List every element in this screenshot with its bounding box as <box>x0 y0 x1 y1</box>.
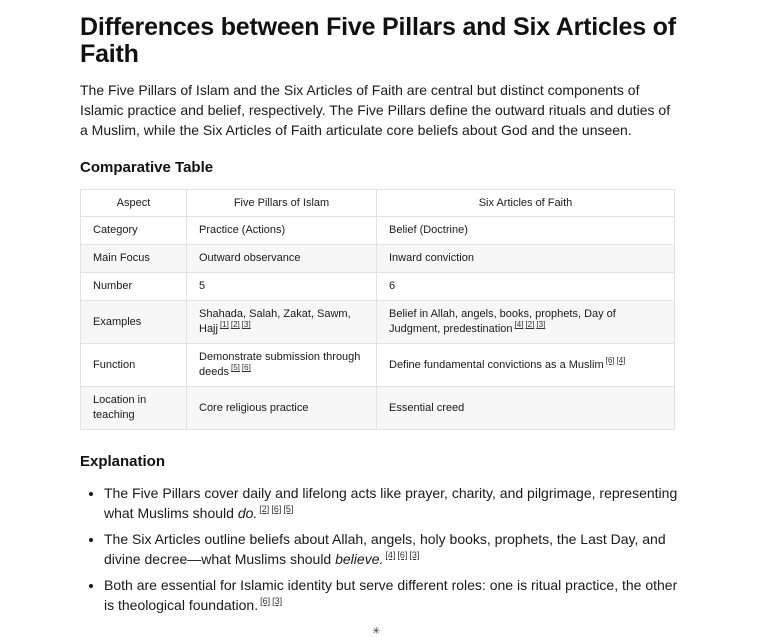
citation-link[interactable]: [4] <box>616 355 626 365</box>
header-five-pillars: Five Pillars of Islam <box>187 190 377 217</box>
list-item-text: The Five Pillars cover daily and lifelong acts like prayer, charity, and pilgrimage, representing what Muslims should <box>104 485 678 521</box>
cell-aspect <box>81 245 187 273</box>
cell-aspect <box>81 387 187 430</box>
table-row <box>81 301 675 344</box>
citation-link[interactable]: [5] <box>230 363 240 373</box>
cell-five-pillars-text: Outward observance <box>199 252 301 264</box>
table-header-row <box>81 190 675 217</box>
table-row <box>81 387 675 430</box>
cell-six-articles-text: Define fundamental convictions as a Muslim <box>389 358 604 371</box>
cell-six-articles <box>377 344 675 387</box>
citation-link[interactable]: [3] <box>241 320 251 330</box>
cell-five-pillars-text: Demonstrate submission through deeds <box>199 351 361 378</box>
citation-link[interactable]: [4] <box>385 550 396 561</box>
list-item <box>104 575 680 615</box>
cell-aspect-text: Function <box>93 358 136 371</box>
cell-six-articles-text: Essential creed <box>389 401 465 414</box>
explanation-list <box>80 483 680 615</box>
cell-six-articles <box>377 387 675 430</box>
cell-aspect <box>81 301 187 344</box>
cell-aspect <box>81 273 187 301</box>
cell-aspect <box>81 217 187 245</box>
citation-link[interactable]: [6] <box>397 550 408 561</box>
cell-five-pillars <box>187 273 377 301</box>
cell-five-pillars <box>187 301 377 344</box>
cell-five-pillars-text: Shahada, Salah, Zakat, Sawm, Hajj <box>199 308 351 335</box>
cell-aspect-text: Examples <box>93 315 142 328</box>
citation-link[interactable]: [6] <box>605 355 615 365</box>
list-item-emphasis: do. <box>237 505 258 521</box>
header-aspect: Aspect <box>81 190 187 217</box>
list-item-text: Both are essential for Islamic identity but serve different roles: one is ritual practice, the other is theological foundation. <box>104 577 678 613</box>
cell-aspect-text: Number <box>93 280 133 292</box>
cell-five-pillars <box>187 387 377 430</box>
cell-aspect <box>81 344 187 387</box>
list-item-emphasis: believe. <box>335 551 384 567</box>
citation-link[interactable]: [6] <box>271 504 282 515</box>
table-row <box>81 273 675 301</box>
citation-link[interactable]: [3] <box>409 550 420 561</box>
cell-five-pillars <box>187 245 377 273</box>
citation-link[interactable]: [2] <box>525 320 535 330</box>
cell-six-articles-text: 6 <box>389 280 396 292</box>
cell-five-pillars <box>187 217 377 245</box>
citation-link[interactable]: [1] <box>219 320 229 330</box>
cell-five-pillars-text: Practice (Actions) <box>199 224 286 236</box>
table-row <box>81 245 675 273</box>
cell-six-articles <box>377 217 675 245</box>
list-item <box>104 529 680 569</box>
header-six-articles: Six Articles of Faith <box>377 190 675 217</box>
table-row <box>81 344 675 387</box>
sparkle-icon: ✳ <box>372 626 381 637</box>
cell-six-articles-text: Inward conviction <box>389 252 474 264</box>
intro-paragraph: The Five Pillars of Islam and the Six Articles of Faith are central but distinct components of Islamic practice and belief, respectively. The Five Pillars define the outward rituals and duties of a Muslim, while the Six Articles of Faith articulate core beliefs about God and the unseen. <box>80 82 671 138</box>
cell-five-pillars-text: 5 <box>199 280 206 292</box>
explanation-heading: Explanation <box>80 453 166 470</box>
comparison-table <box>80 189 675 430</box>
list-item <box>104 483 680 523</box>
citation-link[interactable]: [2] <box>230 320 240 330</box>
citation-link[interactable]: [4] <box>514 320 524 330</box>
citation-link[interactable]: [3] <box>536 320 546 330</box>
cell-six-articles <box>377 273 675 301</box>
page-title: Differences between Five Pillars and Six Articles of Faith <box>80 13 676 68</box>
citation-link[interactable]: [6] <box>241 363 251 373</box>
citation-link[interactable]: [5] <box>283 504 294 515</box>
cell-aspect-text: Location in teaching <box>93 394 147 421</box>
citation-link[interactable]: [2] <box>259 504 270 515</box>
citation-link[interactable]: [3] <box>272 596 283 607</box>
document <box>80 14 680 621</box>
cell-five-pillars-text: Core religious practice <box>199 401 309 414</box>
cell-aspect-text: Category <box>93 224 138 236</box>
cell-six-articles-text: Belief in Allah, angels, books, prophets, Day of Judgment, predestination <box>389 308 616 335</box>
citation-link[interactable]: [6] <box>260 596 271 607</box>
cell-six-articles <box>377 245 675 273</box>
table-heading: Comparative Table <box>80 159 214 176</box>
cell-six-articles-text: Belief (Doctrine) <box>389 224 468 236</box>
cell-aspect-text: Main Focus <box>93 252 150 264</box>
cell-five-pillars <box>187 344 377 387</box>
cell-six-articles <box>377 301 675 344</box>
list-item-text: The Six Articles outline beliefs about Allah, angels, holy books, prophets, the Last Day, and divine decree—what Muslims should <box>104 531 666 567</box>
table-row <box>81 217 675 245</box>
